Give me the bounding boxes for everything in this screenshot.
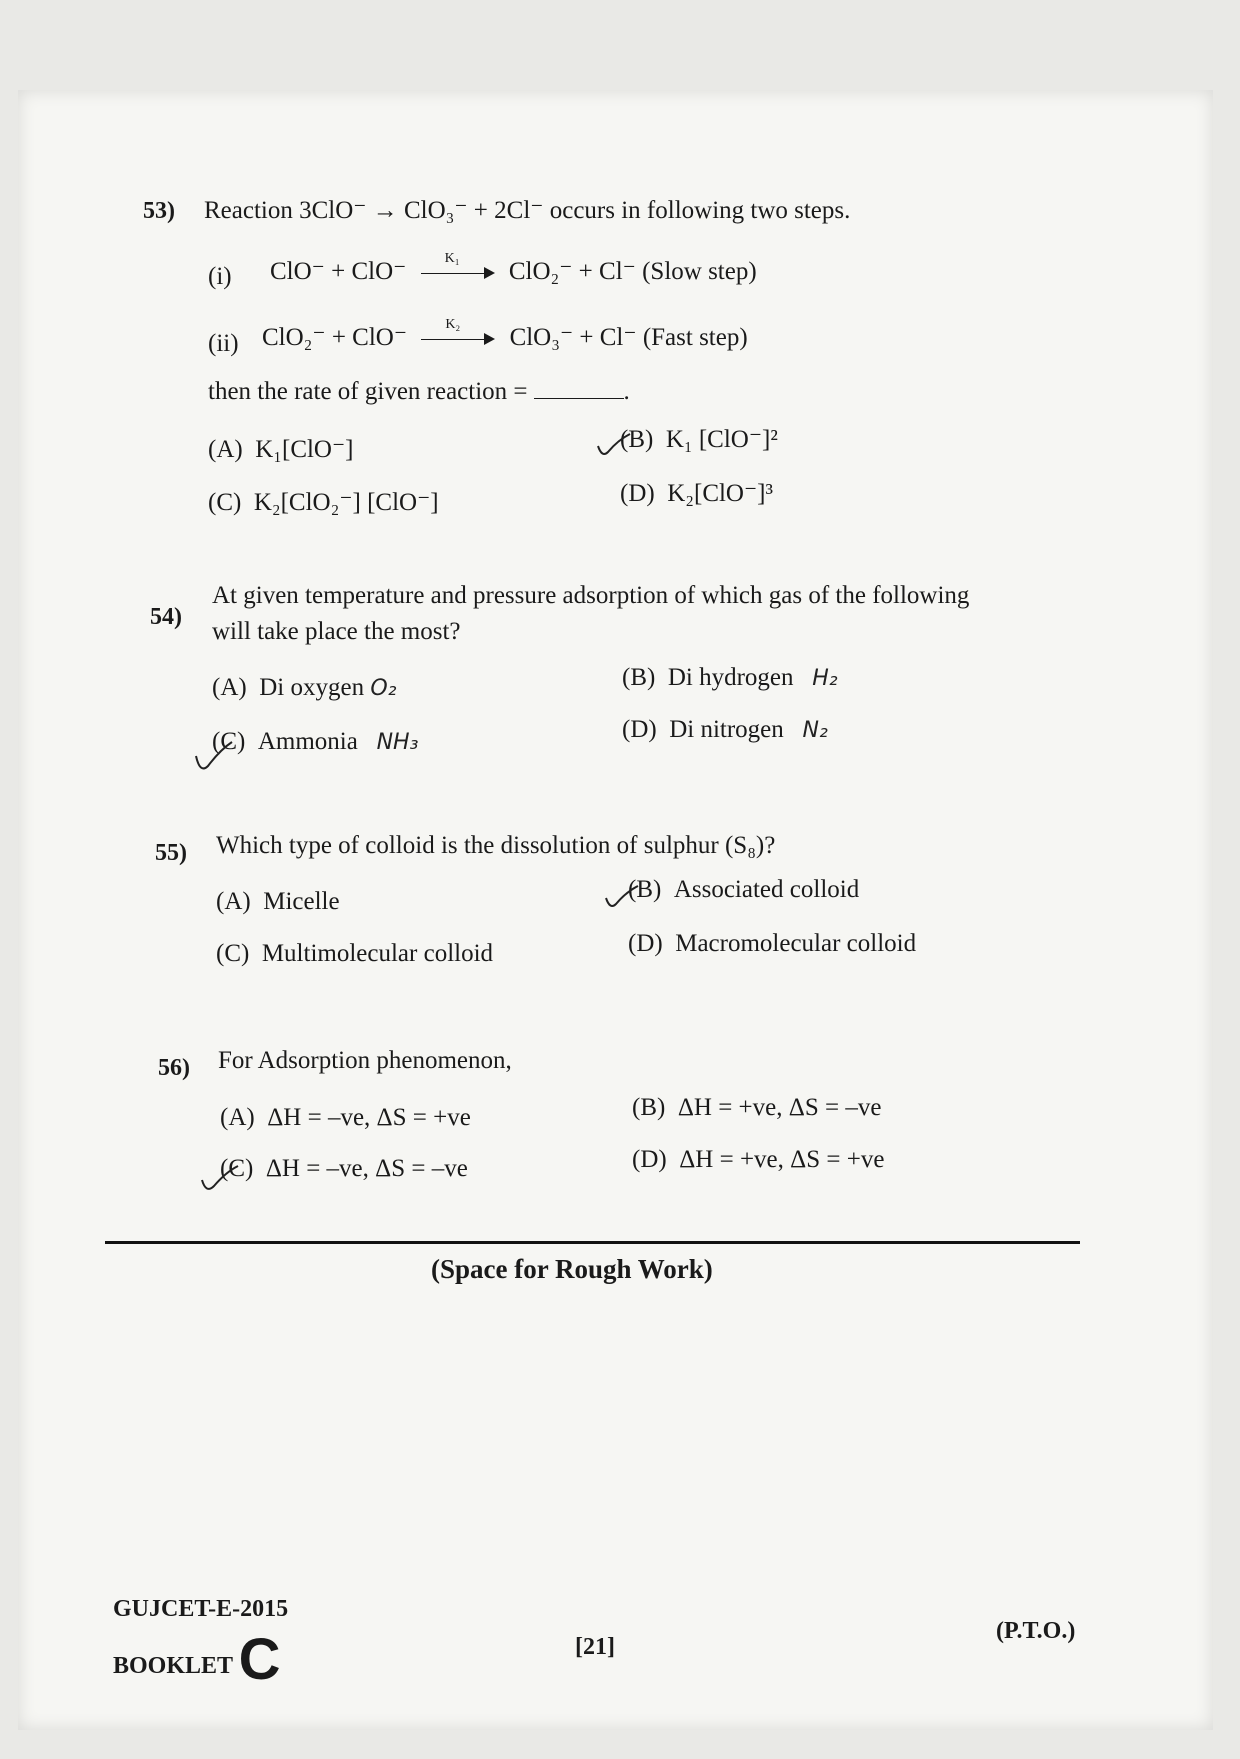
question-54-stem-line-2: will take place the most? xyxy=(212,618,461,645)
option-text: ΔH = +ve, ΔS = +ve xyxy=(679,1146,885,1173)
option-54-a[interactable] xyxy=(212,674,396,702)
option-53-d[interactable] xyxy=(620,478,773,508)
option-55-a[interactable] xyxy=(216,888,340,916)
option-53-a[interactable] xyxy=(208,434,354,464)
option-label: (D) xyxy=(622,716,657,743)
rough-work-heading: (Space for Rough Work) xyxy=(431,1254,713,1284)
option-text: K₂[ClO₂⁻] [ClO⁻] xyxy=(253,489,439,516)
option-54-c[interactable] xyxy=(212,728,418,756)
option-55-c[interactable] xyxy=(216,940,493,968)
step-2-lhs: ClO₂⁻ + ClO⁻ xyxy=(262,324,408,351)
option-text: K₂[ClO⁻]³ xyxy=(667,480,774,507)
option-text: Di hydrogen xyxy=(667,664,794,691)
handwritten-note: NH₃ xyxy=(376,730,419,755)
option-label: (B) xyxy=(632,1094,666,1121)
option-label: (A) xyxy=(220,1104,255,1131)
handwritten-tick-mark xyxy=(194,740,234,774)
option-53-b[interactable] xyxy=(620,424,778,454)
option-label: (C) xyxy=(208,489,242,516)
option-55-d[interactable] xyxy=(628,930,916,958)
step-1-rhs: ClO₂⁻ + Cl⁻ (Slow step) xyxy=(508,258,757,285)
option-label: (B) xyxy=(628,876,662,903)
rate-arrow-k1 xyxy=(421,251,495,283)
option-text: Ammonia xyxy=(257,728,358,755)
question-53-prompt: then the rate of given reaction = . xyxy=(208,378,630,405)
option-text: Associated colloid xyxy=(673,876,860,903)
question-54-stem-line-1: At given temperature and pressure adsorption of which gas of the following xyxy=(212,582,970,609)
option-label: (A) xyxy=(216,888,251,915)
step-2-rhs: ClO₃⁻ + Cl⁻ (Fast step) xyxy=(509,324,748,351)
option-54-d[interactable] xyxy=(622,716,828,744)
step-2-label: (ii) xyxy=(208,330,239,357)
step-1-lhs: ClO⁻ + ClO⁻ xyxy=(270,258,407,285)
option-label: (B) xyxy=(620,426,654,453)
option-56-a[interactable] xyxy=(220,1104,471,1132)
answer-blank xyxy=(534,398,624,399)
rate-constant-k2: K₂ xyxy=(445,317,461,333)
booklet-code: C xyxy=(238,1627,281,1692)
option-53-c[interactable] xyxy=(208,487,439,517)
question-56-number: 56) xyxy=(158,1055,190,1081)
question-55-stem: Which type of colloid is the dissolution of sulphur (S₈)? xyxy=(216,832,776,859)
option-56-b[interactable] xyxy=(632,1094,881,1122)
step-1-equation xyxy=(270,251,757,286)
option-text: Micelle xyxy=(263,888,340,915)
option-label: (C) xyxy=(212,728,246,755)
handwritten-tick-mark xyxy=(200,1164,240,1194)
booklet-label-group xyxy=(113,1626,281,1693)
step-1-label: (i) xyxy=(208,263,232,290)
option-54-b[interactable] xyxy=(622,664,838,692)
option-label: (D) xyxy=(632,1146,667,1173)
question-56-stem: For Adsorption phenomenon, xyxy=(218,1047,512,1074)
pto-label: (P.T.O.) xyxy=(996,1618,1076,1644)
option-text: K₁[ClO⁻] xyxy=(255,436,354,463)
question-54-number: 54) xyxy=(150,604,182,630)
option-text: Multimolecular colloid xyxy=(261,940,494,967)
option-text: ΔH = +ve, ΔS = –ve xyxy=(677,1094,882,1121)
rough-work-divider xyxy=(105,1241,1080,1244)
option-text: Macromolecular colloid xyxy=(675,930,917,957)
exam-code: GUJCET-E-2015 xyxy=(113,1596,289,1622)
option-text: ΔH = –ve, ΔS = –ve xyxy=(265,1155,468,1182)
option-label: (A) xyxy=(212,674,247,701)
booklet-label: BOOKLET xyxy=(113,1653,233,1679)
option-label: (B) xyxy=(622,664,656,691)
step-2-equation xyxy=(262,317,748,352)
option-text: Di oxygen xyxy=(259,674,365,701)
rate-arrow-k2 xyxy=(421,317,495,349)
option-label: (D) xyxy=(620,480,655,507)
question-53-number: 53) xyxy=(143,198,175,224)
option-text: ΔH = –ve, ΔS = +ve xyxy=(267,1104,471,1131)
option-label: (D) xyxy=(628,930,663,957)
option-text: K₁ [ClO⁻]² xyxy=(665,426,778,453)
option-label: (C) xyxy=(216,940,250,967)
question-53-stem: Reaction 3ClO⁻ → ClO₃⁻ + 2Cl⁻ occurs in following two steps. xyxy=(204,197,851,224)
option-label: (C) xyxy=(220,1155,254,1182)
handwritten-note: O₂ xyxy=(370,676,397,701)
handwritten-note: N₂ xyxy=(802,718,828,743)
rate-constant-k1: K₁ xyxy=(444,251,460,267)
option-56-d[interactable] xyxy=(632,1146,884,1174)
question-55-number: 55) xyxy=(155,840,187,866)
page-number: [21] xyxy=(575,1634,615,1660)
handwritten-tick-mark xyxy=(604,884,640,912)
option-55-b[interactable] xyxy=(628,876,859,904)
option-text: Di nitrogen xyxy=(669,716,784,743)
handwritten-tick-mark xyxy=(596,432,632,460)
option-label: (A) xyxy=(208,436,243,463)
question-53-prompt-text: then the rate of given reaction = xyxy=(208,378,528,405)
option-56-c[interactable] xyxy=(220,1155,468,1183)
handwritten-note: H₂ xyxy=(812,666,838,691)
